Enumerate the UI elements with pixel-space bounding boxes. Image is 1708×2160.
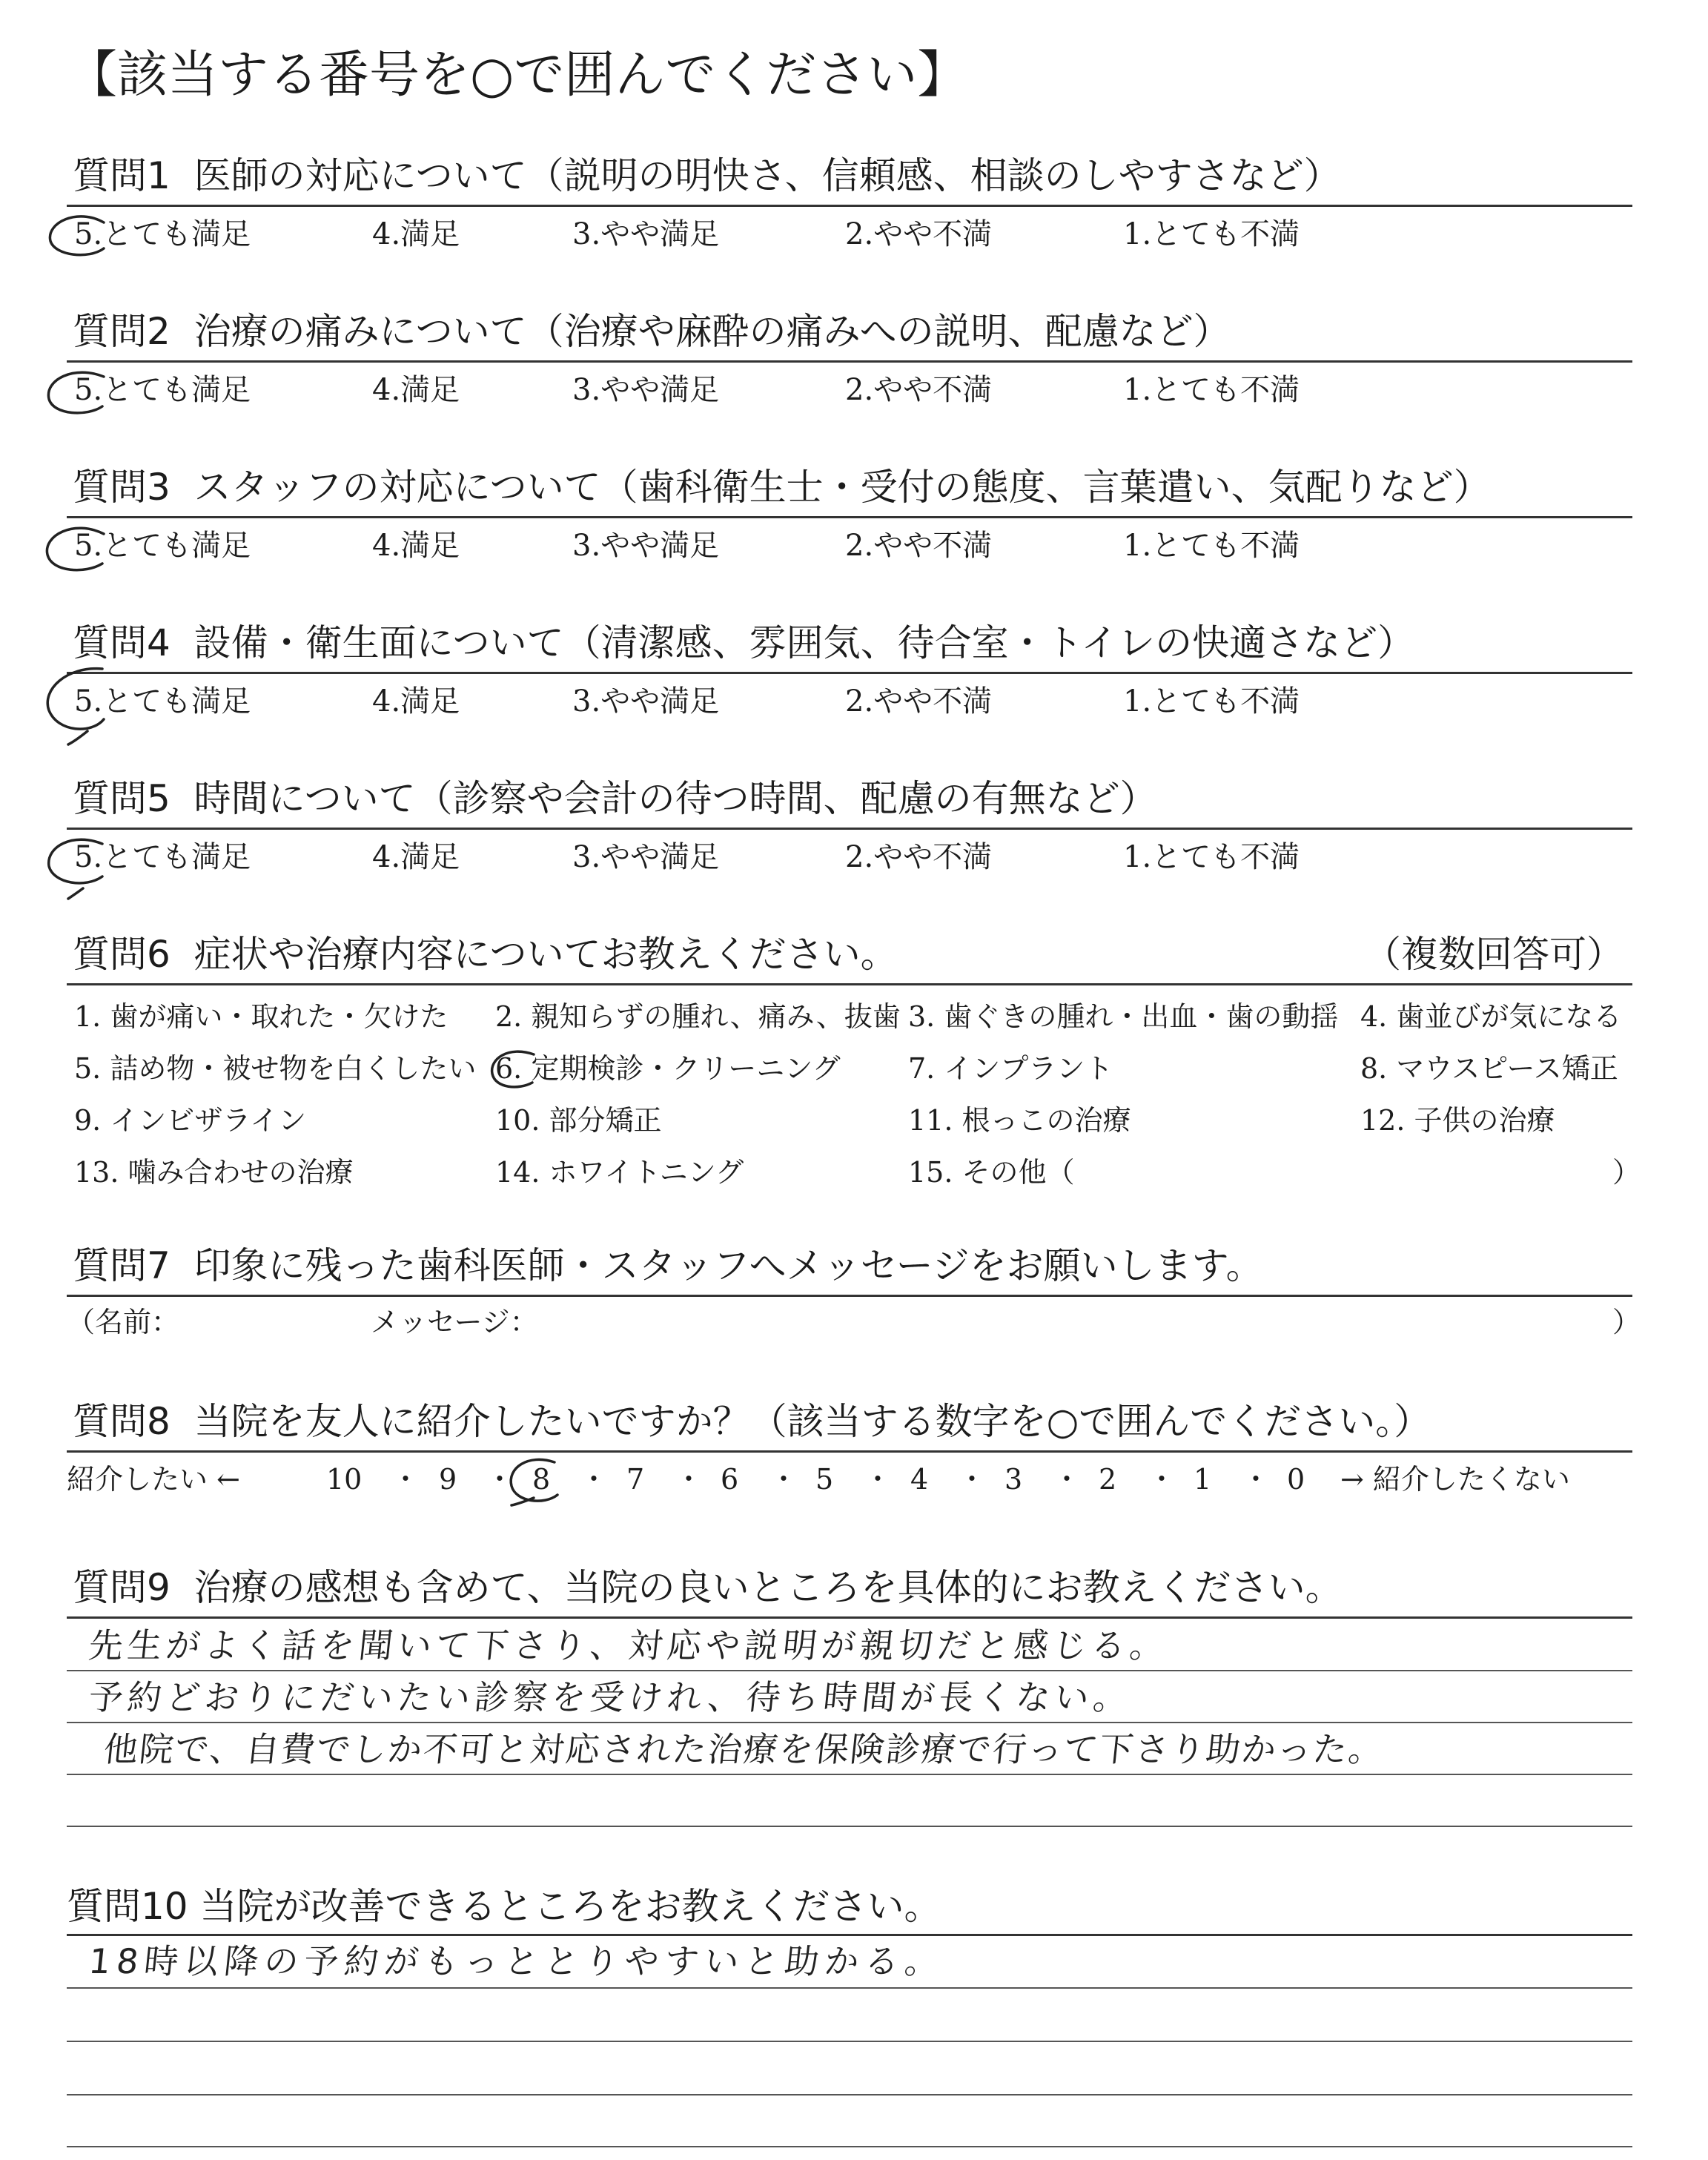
question-number: 質問1 [73,154,171,197]
option-5[interactable]: 5.とても満足 [74,840,251,874]
question-text: 設備・衛生面について（清潔感、雰囲気、待合室・トイレの快適さなど） [193,621,1415,664]
selection-circle [47,528,104,570]
scale-5[interactable]: 5 [815,1463,834,1496]
option-5[interactable]: 5.とても満足 [74,684,251,719]
scale-separator: ・ [864,1463,893,1496]
selection-circle [511,1459,557,1501]
question-number: 質問6 [73,933,171,976]
symptom-option-15[interactable]: 15. その他（ [908,1156,1075,1189]
symptom-option-3[interactable]: 3. 歯ぐきの腫れ・出血・歯の動揺 [908,1000,1339,1033]
symptom-option-8[interactable]: 8. マウスピース矯正 [1360,1052,1618,1085]
option-5[interactable]: 5.とても満足 [74,373,251,407]
question-text: 症状や治療内容についてお教えください。 [193,933,898,976]
scale-right-label: → 紹介したくない [1340,1463,1570,1496]
handwritten-answer-line: 18時以降の予約がもっととりやすいと助かる。 [87,1941,947,1981]
question-number: 質問7 [73,1244,171,1287]
symptom-option-7[interactable]: 7. インプラント [908,1052,1113,1085]
question-text: 治療の痛みについて（治療や麻酔の痛みへの説明、配慮など） [193,310,1231,353]
option-1[interactable]: 1.とても不満 [1123,373,1300,407]
page-title: 【該当する番号を○で囲んでください】 [67,46,968,105]
message-field-label: メッセージ： [371,1306,538,1338]
scale-separator: ・ [675,1463,704,1496]
symptom-option-12[interactable]: 12. 子供の治療 [1360,1104,1555,1137]
option-3[interactable]: 3.やや満足 [572,684,720,719]
scale-3[interactable]: 3 [1004,1463,1023,1496]
option-3[interactable]: 3.やや満足 [572,529,720,563]
option-5[interactable]: 5.とても満足 [74,529,251,563]
option-4[interactable]: 4.満足 [372,840,460,874]
other-close-paren: ） [1612,1156,1641,1189]
option-2[interactable]: 2.やや不満 [845,529,993,563]
option-1[interactable]: 1.とても不満 [1123,529,1300,563]
handwritten-answer-line: 予約どおりにだいたい診察を受けれ、待ち時間が長くない。 [87,1677,1134,1717]
name-field-label: （名前： [67,1306,180,1338]
question-text: スタッフの対応について（歯科衛生士・受付の態度、言葉遣い、気配りなど） [193,466,1491,509]
selection-circle [50,217,104,255]
symptom-option-2[interactable]: 2. 親知らずの腫れ、痛み、抜歯 [495,1000,901,1033]
scale-4[interactable]: 4 [910,1463,929,1496]
symptom-option-6[interactable]: 6. 定期検診・クリーニング [495,1052,841,1085]
question-number: 質問3 [73,466,171,509]
option-4[interactable]: 4.満足 [372,529,460,563]
handwritten-answer-line: 他院で、自費でしか不可と対応された治療を保険診療で行って下さり助かった。 [102,1729,1386,1769]
symptom-option-4[interactable]: 4. 歯並びが気になる [1360,1000,1622,1033]
question-number: 質問2 [73,310,171,353]
symptom-option-14[interactable]: 14. ホワイトニング [495,1156,744,1189]
selection-circle [47,669,104,729]
scale-1[interactable]: 1 [1194,1463,1212,1496]
scale-separator: ・ [1053,1463,1082,1496]
option-4[interactable]: 4.満足 [372,217,460,251]
selection-circle [48,372,104,413]
question-number: 質問9 [73,1566,171,1609]
handwritten-answer-line: 先生がよく話を聞いて下さり、対応や説明が親切だと感じる。 [87,1625,1171,1665]
question-number: 質問10 [67,1885,188,1928]
multiple-answer-note: （複数回答可） [1364,933,1623,976]
scale-0[interactable]: 0 [1287,1463,1305,1496]
option-4[interactable]: 4.満足 [372,373,460,407]
option-2[interactable]: 2.やや不満 [845,373,993,407]
option-4[interactable]: 4.満足 [372,684,460,719]
option-1[interactable]: 1.とても不満 [1123,217,1300,251]
scale-separator: ・ [391,1463,420,1496]
scale-10[interactable]: 10 [326,1463,363,1496]
question-text: 印象に残った歯科医師・スタッフへメッセージをお願いします。 [193,1244,1263,1287]
option-2[interactable]: 2.やや不満 [845,217,993,251]
scale-separator: ・ [1242,1463,1271,1496]
option-1[interactable]: 1.とても不満 [1123,840,1300,874]
scale-separator: ・ [580,1463,609,1496]
scale-9[interactable]: 9 [439,1463,457,1496]
option-5[interactable]: 5.とても満足 [74,217,251,251]
symptom-option-9[interactable]: 9. インビザライン [74,1104,307,1137]
symptom-option-1[interactable]: 1. 歯が痛い・取れた・欠けた [74,1000,448,1033]
scale-left-label: 紹介したい ← [67,1463,240,1496]
scale-2[interactable]: 2 [1099,1463,1117,1496]
question-number: 質問5 [73,777,171,820]
scale-separator: ・ [486,1463,514,1496]
question-text: 時間について（診察や会計の待つ時間、配慮の有無など） [193,777,1157,820]
scale-separator: ・ [1148,1463,1176,1496]
question-text: 医師の対応について（説明の明快さ、信頼感、相談のしやすさなど） [193,154,1341,197]
question-text: 治療の感想も含めて、当院の良いところを具体的にお教えください。 [193,1566,1343,1609]
symptom-option-13[interactable]: 13. 噛み合わせの治療 [74,1156,354,1189]
option-2[interactable]: 2.やや不満 [845,684,993,719]
symptom-option-11[interactable]: 11. 根っこの治療 [908,1104,1131,1137]
symptom-option-10[interactable]: 10. 部分矯正 [495,1104,662,1137]
question-text: 当院が改善できるところをお教えください。 [199,1885,941,1928]
message-close-paren: ） [1612,1306,1641,1338]
option-3[interactable]: 3.やや満足 [572,840,720,874]
scale-6[interactable]: 6 [721,1463,739,1496]
option-3[interactable]: 3.やや満足 [572,217,720,251]
option-2[interactable]: 2.やや不満 [845,840,993,874]
option-3[interactable]: 3.やや満足 [572,373,720,407]
scale-8[interactable]: 8 [532,1463,551,1496]
scale-7[interactable]: 7 [626,1463,645,1496]
option-1[interactable]: 1.とても不満 [1123,684,1300,719]
question-number: 質問4 [73,621,171,664]
scale-separator: ・ [958,1463,987,1496]
question-text: 当院を友人に紹介したいですか？（該当する数字を○で囲んでください。） [193,1400,1431,1443]
selection-circle [49,839,102,883]
scale-separator: ・ [769,1463,798,1496]
selection-circle [492,1051,534,1087]
symptom-option-5[interactable]: 5. 詰め物・被せ物を白くしたい [74,1052,477,1085]
question-number: 質問8 [73,1400,171,1443]
